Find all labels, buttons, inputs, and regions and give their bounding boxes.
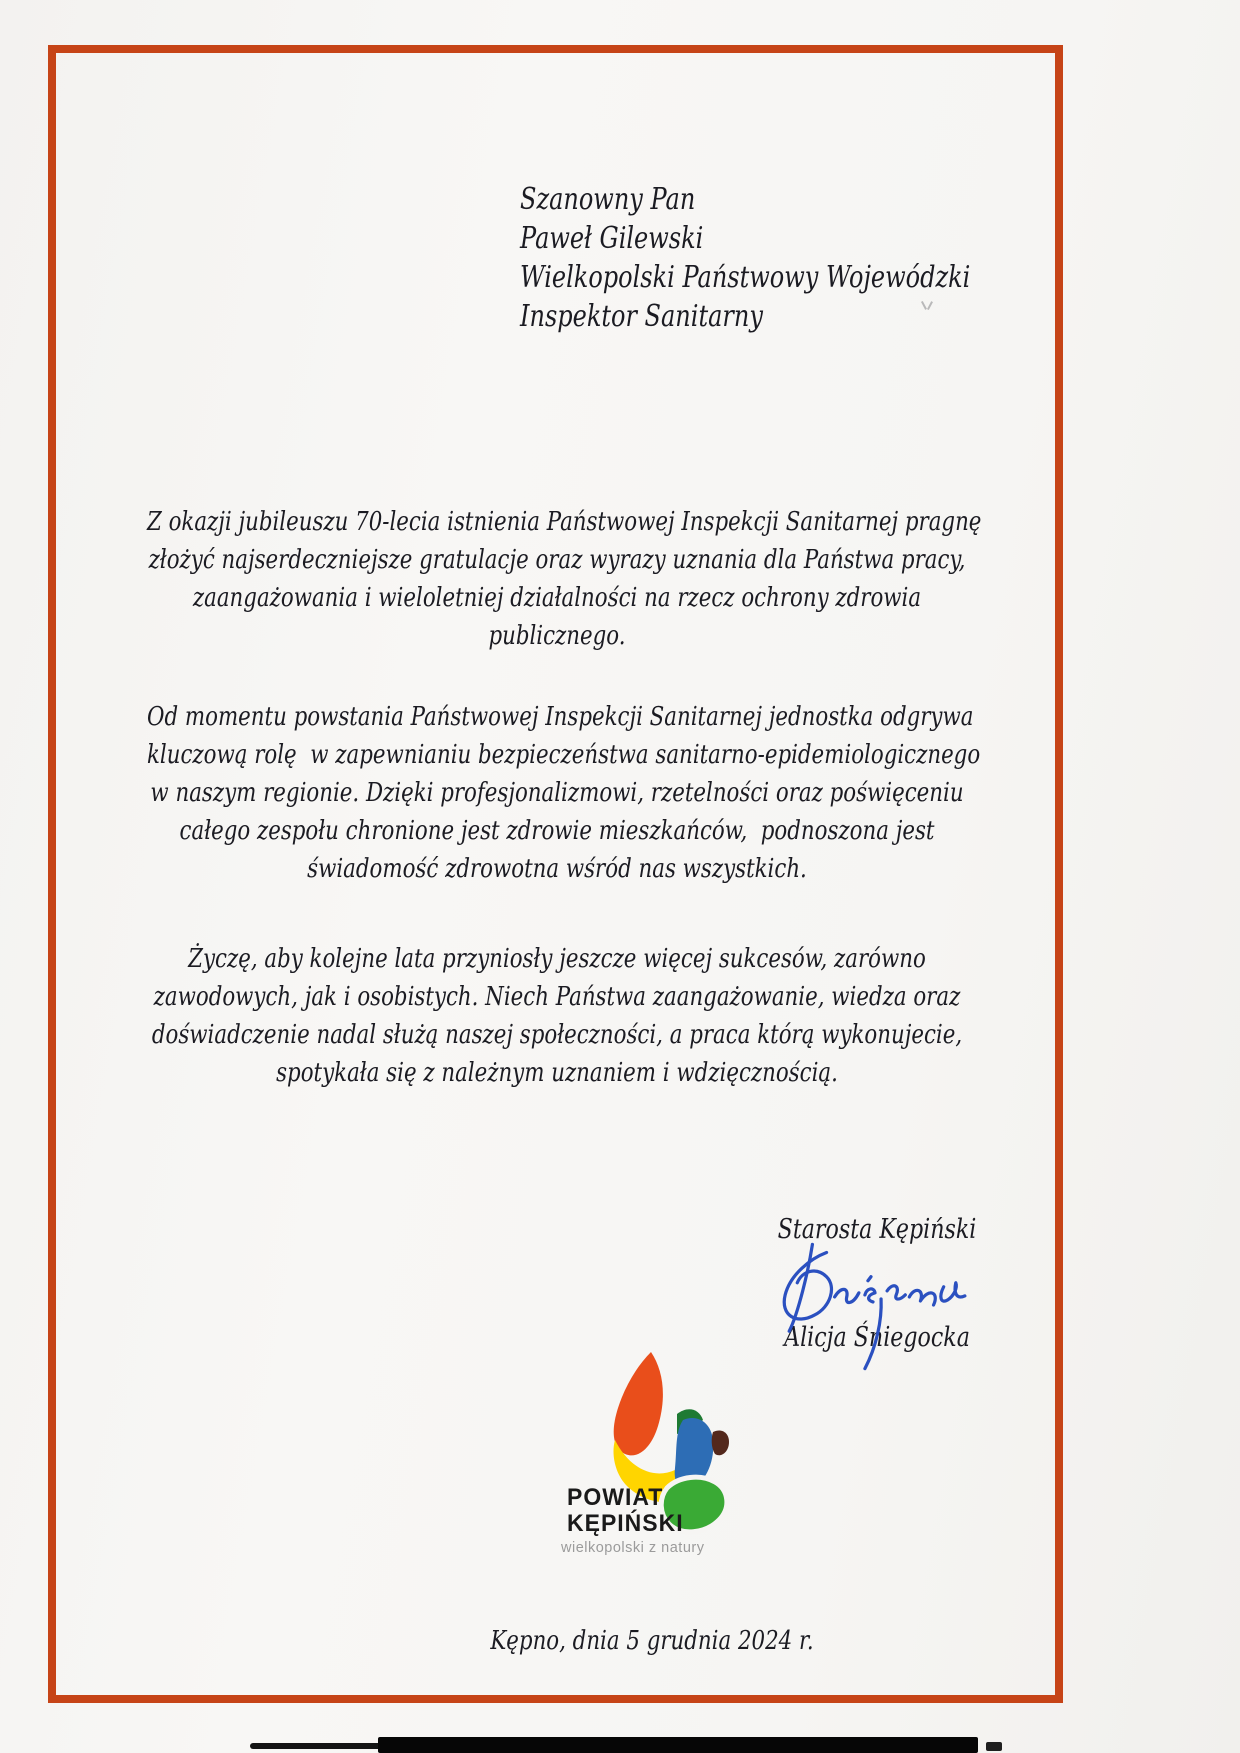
scan-artifact-mark <box>921 301 933 310</box>
body-line: zaangażowania i wieloletniej działalności na rzecz ochrony zdrowia <box>192 583 922 613</box>
body-line: świadomość zdrowotna wśród nas wszystkich. <box>307 854 807 884</box>
body-line: Od momentu powstania Państwowej Inspekcji Sanitarnej jednostka odgrywa <box>147 702 974 732</box>
paragraph-wishes <box>147 940 967 1092</box>
paragraph-congratulations <box>147 503 982 655</box>
body-line: Życzę, aby kolejne lata przyniosły jeszcze więcej sukcesów, zarówno <box>188 944 926 974</box>
recipient-line: Inspektor Sanitarny <box>520 299 763 334</box>
body-line: publicznego. <box>488 621 626 651</box>
recipient-line: Paweł Gilewski <box>520 221 704 256</box>
body-line: zawodowych, jak i osobistych. Niech Państwa zaangażowanie, wiedza oraz <box>153 982 961 1012</box>
recipient-block <box>520 180 970 336</box>
scan-artifact-band <box>986 1742 1002 1751</box>
place-and-date-line: Kępno, dnia 5 grudnia 2024 r. <box>490 1626 814 1656</box>
body-line: kluczową rolę w zapewnianiu bezpieczeństwa sanitarno-epidemiologicznego <box>147 740 981 770</box>
signatory-title: Starosta Kępiński <box>777 1214 977 1245</box>
paragraph-role <box>147 698 981 888</box>
body-line: spotykała się z należnym uznaniem i wdzięcznością. <box>276 1058 838 1088</box>
powiat-kepinski-logo <box>553 1348 733 1566</box>
body-line: złożyć najserdeczniejsze gratulacje oraz wyrazy uznania dla Państwa pracy, <box>148 545 966 575</box>
body-line: doświadczenie nadal służą naszej społeczności, a praca którą wykonujecie, <box>151 1020 963 1050</box>
logo-wordmark-line1: POWIAT <box>567 1482 664 1511</box>
body-line: w naszym regionie. Dzięki profesjonalizmowi, rzetelności oraz poświęceniu <box>150 778 964 808</box>
signatory-name: Alicja Śniegocka <box>784 1322 970 1353</box>
body-line: Z okazji jubileuszu 70-lecia istnienia Państwowej Inspekcji Sanitarnej pragnę <box>147 507 982 537</box>
body-line: całego zespołu chronione jest zdrowie mieszkańców, podnoszona jest <box>179 816 935 846</box>
handwritten-signature <box>768 1240 980 1372</box>
logo-wordmark-line2: KĘPIŃSKI <box>567 1509 684 1537</box>
logo-wordmark <box>567 1484 684 1537</box>
logo-tagline: wielkopolski z natury <box>561 1540 705 1556</box>
recipient-line: Szanowny Pan <box>520 182 696 217</box>
scan-artifact-band <box>378 1737 978 1753</box>
recipient-line: Wielkopolski Państwowy Wojewódzki <box>520 260 971 295</box>
